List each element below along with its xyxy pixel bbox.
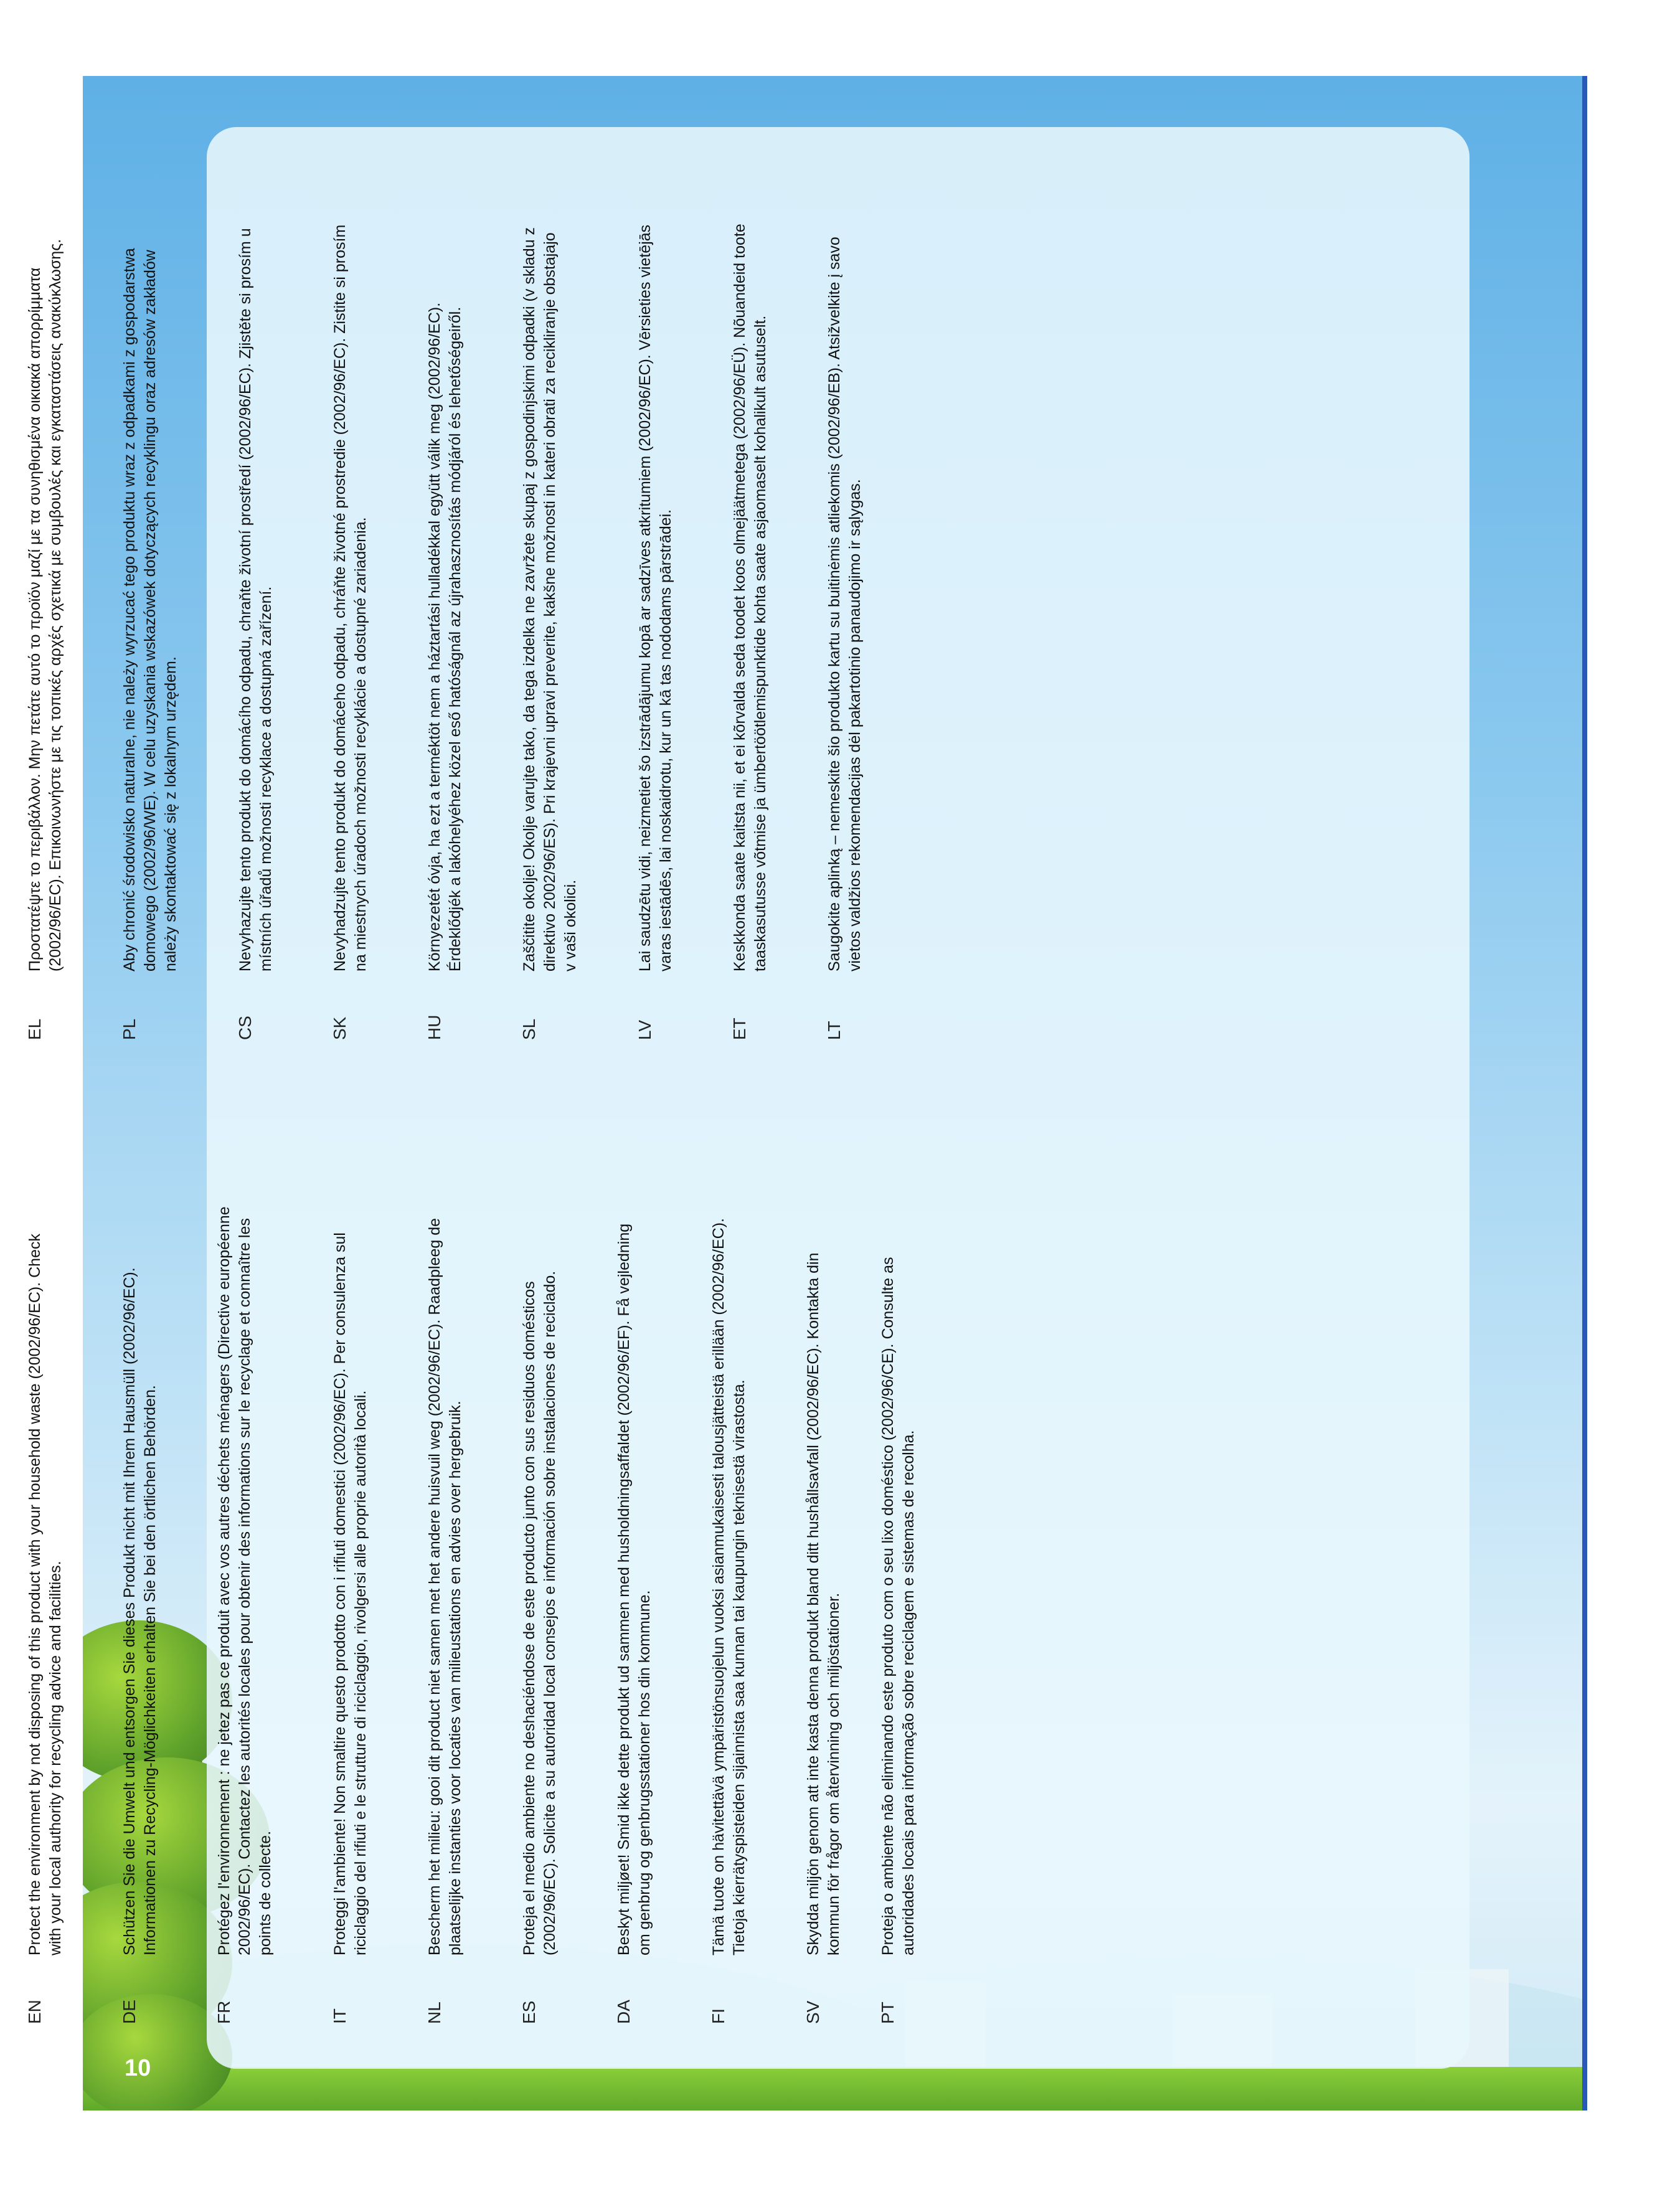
page-number: 10 xyxy=(125,2055,151,2081)
language-code: FI xyxy=(709,2008,728,2024)
language-code: PL xyxy=(120,1018,139,1040)
disposal-notice: Környezetét óvja, ha ezt a terméktöt nem a háztartási hulladékkal együtt válik meg (2002/96/EC). Érdeklődjék a lakóhelyéhez közel eső hatóságnál az újrahasznosítás módjáról és lehetőségeiről. xyxy=(426,302,464,971)
disposal-notice: Zaščitite okolje! Okolje varujte tako, da tega izdelka ne zavržete skupaj z gospodinjskimi odpadki (v skladu z direktivo 2002/96/ES). Pri krajevni upravi preverite, kakšne možnosti in kateri obrati za recikliranje obstajajo v vaši okolici. xyxy=(521,227,579,971)
language-code: ES xyxy=(519,2000,539,2024)
disposal-notice: Schützen Sie die Umwelt und entsorgen Sie dieses Produkt nicht mit Ihrem Hausmüll (2002/96/EC). Informationen zu Recycling-Möglichkeiten erhalten Sie bei den örtlichen Behörden. xyxy=(121,1267,159,1955)
language-code: SV xyxy=(803,2000,823,2024)
grass-strip xyxy=(83,2067,1582,2110)
disposal-notice: Protect the environment by not disposing of this product with your household waste (2002/96/EC). Check with your local authority for recycling advice and facilities. xyxy=(26,1234,64,1955)
language-code: LV xyxy=(635,1019,654,1040)
language-code: NL xyxy=(425,2002,444,2024)
language-code: CS xyxy=(235,1016,255,1040)
rotated-content xyxy=(25,156,1295,2024)
disposal-notice: Protégez l'environnement : ne jetez pas ce produit avec vos autres déchets ménagers (Directive européenne 2002/96/EC). Contactez les autorités locales pour obtenir des informations sur le recyclage et connaître les points de collecte. xyxy=(215,1206,274,1955)
disposal-notice: Proteja el medio ambiente no deshaciéndose de este producto junto con sus residuos domésticos (2002/96/EC). Solicite a su autoridad local consejos e información sobre instalaciones de reciclado. xyxy=(521,1270,559,1955)
language-code: FR xyxy=(214,2000,234,2024)
disposal-notice: Skydda miljön genom att inte kasta denna produkt bland ditt hushållsavfall (2002/96/EC). Kontakta din kommun för frågor om återvinning och miljöstationer. xyxy=(804,1252,842,1955)
disposal-notice: Aby chronić środowisko naturalne, nie należy wyrzucać tego produktu wraz z odpadkami z gospodarstwa domowego (2002/96/WE). W celu uzyskania wskazówek dotyczących recyklingu oraz adresów zakładów należy skontaktować się z lokalnym urzędem. xyxy=(121,248,179,971)
disposal-notice: Tämä tuote on hävitettävä ympäristönsuojelun vuoksi asianmukaisesti talousjätteistä erillään (2002/96/EC). Tietoja kierrätyspisteiden sijainnista saa kunnan tai kaupungin teknisestä virastosta. xyxy=(710,1218,748,1955)
disposal-notice: Proteja o ambiente não eliminando este produto com o seu lixo doméstico (2002/96/CE). Consulte as autoridades locais para informação sobre reciclagem e sistemas de recolha. xyxy=(879,1257,917,1955)
language-code: SK xyxy=(330,1016,349,1040)
disposal-notice: Proteggi l'ambiente! Non smaltire questo prodotto con i rifiuti domestici (2002/96/EC). Per consulenza sul riciclaggio del rifiuti e le strutture di riciclaggio, rivolgersi alle proprie autorità locali. xyxy=(331,1232,369,1955)
disposal-notice: Beskyt miljøet! Smid ikke dette produkt ud sammen med husholdningsaffaldet (2002/96/EF). Få vejledning om genbrug og genbrugsstationer hos din kommune. xyxy=(615,1223,653,1955)
disposal-notice: Προστατέψτε το περιβάλλον. Μην πετάτε αυτό το προϊόν μαζί με τα συνηθισμένα οικιακά απορρίμματα (2002/96/EC). Επικοινωνήστε με τις τοπικές αρχές σχετικά με συμβουλές και εγκαταστάσεις ανακύκλωσης. xyxy=(26,239,64,971)
language-code: SL xyxy=(519,1018,539,1040)
language-code: ET xyxy=(730,1018,749,1040)
language-code: DA xyxy=(614,2000,633,2024)
page-edge-bar xyxy=(1582,76,1587,2110)
language-code: LT xyxy=(824,1021,844,1040)
language-code: DE xyxy=(120,2000,139,2024)
language-code: HU xyxy=(425,1014,444,1040)
language-code: EN xyxy=(25,2000,44,2024)
disposal-notice: Saugokite aplinką – nemeskite šio produkto kartu su buitinėmis atliekomis (2002/96/EB). Atsižvelkite į savo vietos valdžios rekomendacijas dėl pakartotinio panaudojimo ir sąlygas. xyxy=(826,237,864,971)
disposal-notice: Nevyhadzujte tento produkt do domáceho odpadu, chráňte životné prostredie (2002/96/EC). Zistite si prosím na miestnych úradoch možnosti recyklácie a dostupné zariadenia. xyxy=(331,224,369,971)
language-code: PT xyxy=(878,2002,897,2024)
language-code: IT xyxy=(330,2008,349,2024)
language-code: EL xyxy=(25,1018,44,1040)
disposal-notice: Keskkonda saate kaitsta nii, et ei kõrvalda seda toodet koos olmejäätmetega (2002/96/EÜ). Nõuandeid toote taaskasutusse võtmise ja ümbertöötlemispunktide kohta saate asjaomaselt kohalikult asutuselt. xyxy=(731,224,769,971)
disposal-notice: Lai saudzētu vidi, neizmetiet šo izstrādājumu kopā ar sadzīves atkritumiem (2002/96/EC). Vērsieties vietējās varas iestādēs, lai noskaidrotu, kur un kā tas nododams pārstrādei. xyxy=(636,224,674,971)
disposal-notice: Nevyhazujte tento produkt do domácího odpadu, chraňte životní prostředí (2002/96/EC). Zjistěte si prosím u místních úřadů možnosti recyklace a dostupná zařízení. xyxy=(237,228,275,971)
disposal-notice: Bescherm het milieu: gooi dit product niet samen met het andere huisvuil weg (2002/96/EC). Raadpleeg de plaatselijke instanties voor locaties van milieustations en advies over hergebruik. xyxy=(426,1217,464,1955)
